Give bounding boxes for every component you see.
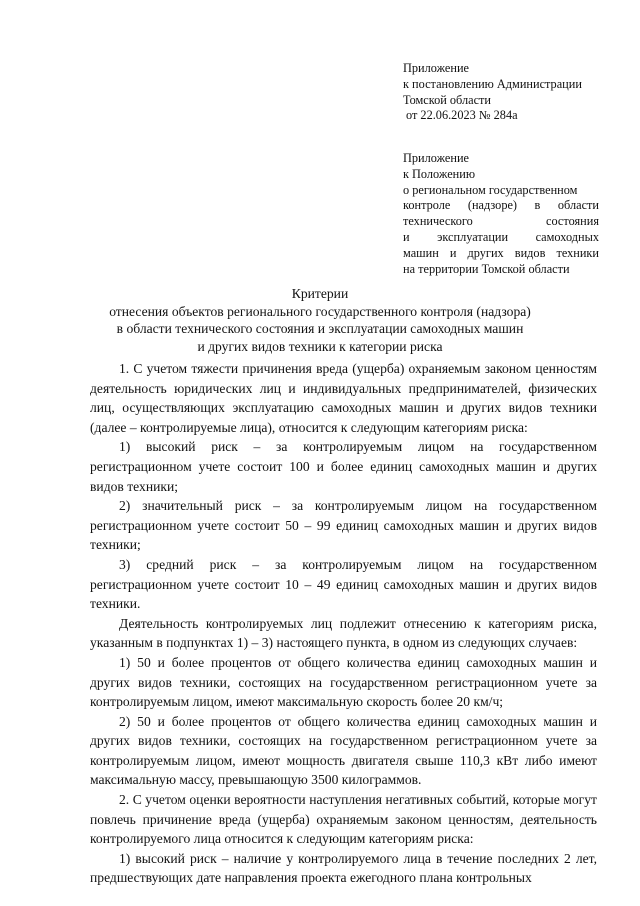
appendix-line: к постановлению Администрации bbox=[403, 76, 582, 91]
appendix-line: на территории Томской области bbox=[403, 261, 570, 276]
paragraph: 2) 50 и более процентов от общего количества единиц самоходных машин и других видов техники, состоящих на государственном регистрационном учете за контролируемым лицом, имеют мощность двигателя свыше 110,3 кВт либо имеют максимальную массу, превышающую 3500 килограммов. bbox=[90, 713, 597, 788]
appendix-line: о региональном государственном bbox=[403, 182, 578, 197]
appendix-line: и эксплуатации самоходных bbox=[403, 229, 599, 244]
appendix-line: Приложение bbox=[403, 61, 469, 75]
document-body bbox=[90, 359, 597, 888]
appendix-stamp-regulation bbox=[403, 151, 599, 277]
paragraph: 2. С учетом оценки вероятности наступления негативных событий, которые могут повлечь причинение вреда (ущерба) охраняемым законом ценностям, деятельность контролируемого лица относится к следующим категориям риска: bbox=[90, 792, 597, 847]
appendix-line: технического состояния bbox=[403, 214, 599, 229]
appendix-line: Томской области bbox=[403, 92, 491, 107]
paragraph: 1) высокий риск – наличие у контролируемого лица в течение последних 2 лет, предшествующих дате направления проекта ежегодного плана контрольных bbox=[90, 850, 597, 886]
title-line: отнесения объектов регионального государственного контроля (надзора) bbox=[109, 303, 531, 319]
title-line: и других видов техники к категории риска bbox=[197, 338, 443, 354]
paragraph: 2) значительный риск – за контролируемым лицом на государственном регистрационном учете состоит 50 – 99 единиц самоходных машин и других видов техники; bbox=[90, 498, 597, 553]
paragraph: 1) высокий риск – за контролируемым лицом на государственном регистрационном учете состоит 100 и более единиц самоходных машин и других видов техники; bbox=[90, 439, 597, 494]
appendix-line: Приложение bbox=[403, 151, 469, 165]
paragraph: 1) 50 и более процентов от общего количества единиц самоходных машин и других видов техники, состоящих на государственном регистрационном учете за контролируемым лицом, имеют максимальную скорость более 20 км/ч; bbox=[90, 654, 597, 710]
appendix-line: от 22.06.2023 № 284а bbox=[406, 108, 518, 123]
appendix-stamp-resolution bbox=[403, 61, 599, 124]
paragraph: 1. С учетом тяжести причинения вреда (ущерба) охраняемым законом ценностям деятельность юридических лиц и индивидуальных предпринимателей, физических лиц, осуществляющих эксплуатацию самоходных машин и других видов техники (далее – контролируемые лица), относится к следующим категориям риска: bbox=[90, 361, 597, 435]
paragraph: Деятельность контролируемых лиц подлежит отнесению к категориям риска, указанным в подпунктах 1) – 3) настоящего пункта, в одном из следующих случаев: bbox=[90, 615, 597, 651]
document-title bbox=[60, 285, 580, 355]
title-line: в области технического состояния и эксплуатации самоходных машин bbox=[116, 321, 524, 336]
appendix-line: контроле (надзоре) в области bbox=[403, 198, 599, 213]
appendix-line: машин и других видов техники bbox=[403, 245, 599, 260]
paragraph: 3) средний риск – за контролируемым лицом на государственном регистрационном учете состоит 10 – 49 единиц самоходных машин и других видов техники. bbox=[90, 556, 597, 612]
title-heading: Критерии bbox=[291, 286, 349, 301]
appendix-line: к Положению bbox=[403, 166, 476, 181]
